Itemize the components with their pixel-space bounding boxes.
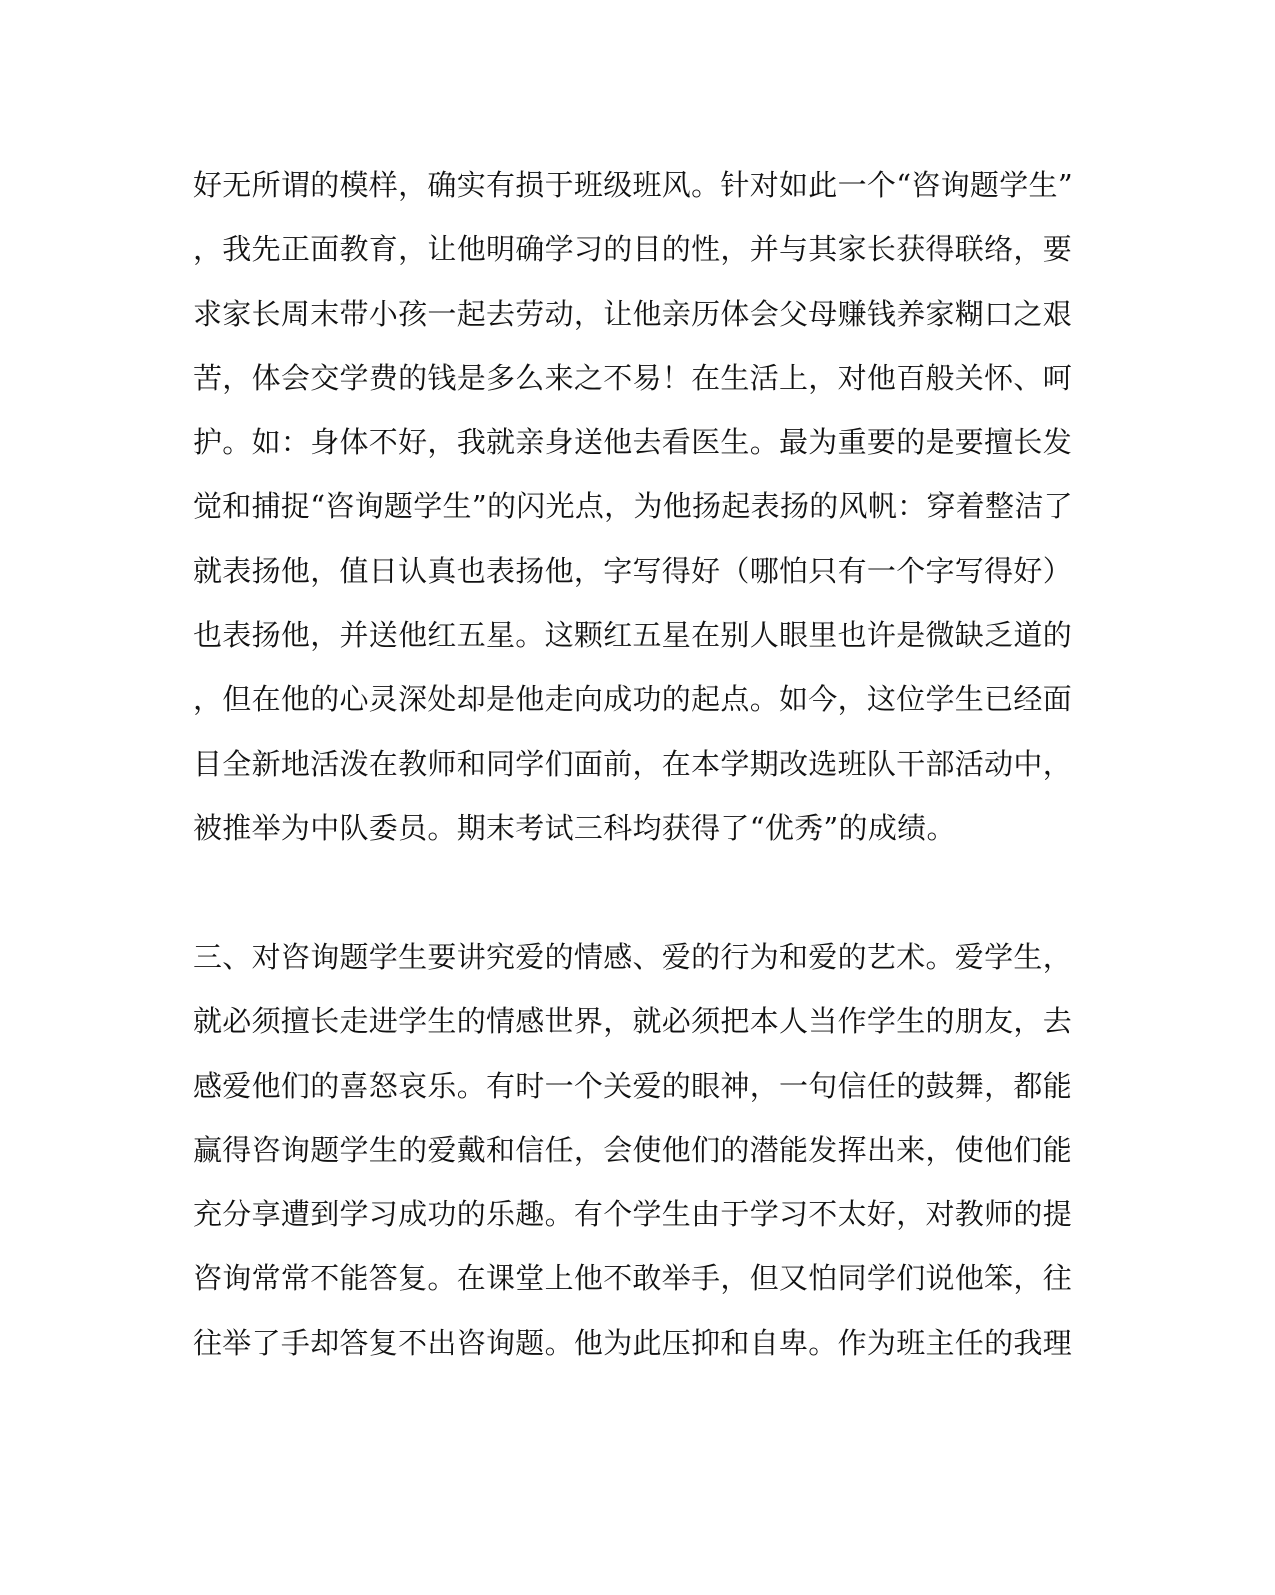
text-line: 觉和捕捉“咨询题学生”的闪光点，为他扬起表扬的风帆：穿着整洁了 <box>193 489 1073 524</box>
paragraph-1 <box>193 160 1073 867</box>
text-line: 三、对咨询题学生要讲究爱的情感、爱的行为和爱的艺术。爱学生， <box>193 940 1073 974</box>
text-line: 咨询常常不能答复。在课堂上他不敢举手，但又怕同学们说他笨，往 <box>193 1261 1073 1296</box>
text-line: 目全新地活泼在教师和同学们面前，在本学期改选班队干部活动中， <box>193 746 1073 781</box>
text-line: 往举了手却答复不出咨询题。他为此压抑和自卑。作为班主任的我理 <box>193 1325 1073 1360</box>
text-line: ，但在他的心灵深处却是他走向成功的起点。如今，这位学生已经面 <box>193 682 1073 717</box>
text-line: ，我先正面教育，让他明确学习的目的性，并与其家长获得联络，要 <box>193 232 1073 267</box>
text-line: 苦，体会交学费的钱是多么来之不易！在生活上，对他百般关怀、呵 <box>193 360 1073 395</box>
text-line: 赢得咨询题学生的爱戴和信任，会使他们的潜能发挥出来，使他们能 <box>193 1132 1073 1167</box>
text-line: 充分享遭到学习成功的乐趣。有个学生由于学习不太好，对教师的提 <box>193 1197 1073 1232</box>
text-line: 被推举为中队委员。期末考试三科均获得了“优秀”的成绩。 <box>193 810 956 845</box>
text-line: 求家长周末带小孩一起去劳动，让他亲历体会父母赚钱养家糊口之艰 <box>193 296 1073 331</box>
text-line: 也表扬他，并送他红五星。这颗红五星在别人眼里也许是微缺乏道的 <box>193 618 1073 653</box>
paragraph-2 <box>193 932 1073 1382</box>
text-line: 就表扬他，值日认真也表扬他，字写得好（哪怕只有一个字写得好） <box>193 553 1073 588</box>
text-line: 护。如：身体不好，我就亲身送他去看医生。最为重要的是要擅长发 <box>193 425 1073 460</box>
text-line: 好无所谓的模样，确实有损于班级班风。针对如此一个“咨询题学生” <box>193 168 1073 202</box>
text-line: 感爱他们的喜怒哀乐。有时一个关爱的眼神，一句信任的鼓舞，都能 <box>193 1068 1073 1103</box>
text-line: 就必须擅长走进学生的情感世界，就必须把本人当作学生的朋友，去 <box>193 1004 1073 1039</box>
